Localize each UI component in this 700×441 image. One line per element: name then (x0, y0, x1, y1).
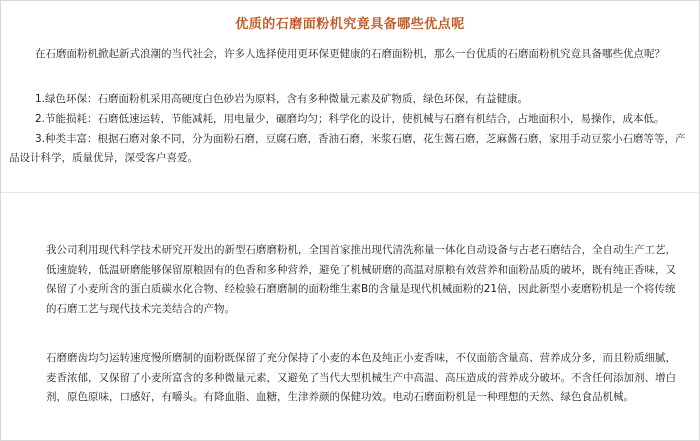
feature-item-variety: 3.种类丰富：根据石磨对象不同，分为面粉石磨，豆腐石磨，香油石磨，米浆石磨，花生酱石磨，芝麻酱石磨，家用手动豆浆小石磨等等，产品设计科学，质量优异，深受客户喜爱。 (9, 133, 686, 164)
feature-item-energy: 2.节能损耗：石磨低速运转，节能减耗，用电量少，碾磨均匀；科学化的设计，使机械与石磨有机结合，占地面积小，易操作，成本低。 (35, 113, 665, 125)
body-paragraph-quality: 石磨磨齿均匀运转速度慢所磨制的面粉既保留了充分保持了小麦的本色及纯正小麦香味，不仅面筋含量高、营养成分多，而且粉质细腻，麦香浓郁，又保留了小麦所富含的多种微量元素，又避免了当代大型机械生产中高温、高压造成的营养成分破坏。不含任何添加剂、增白剂，原色原味，口感好，有嚼头。有降血脂、血糖，生津养颜的保健功效。电动石磨面粉机是一种理想的天然、绿色食品机械。 (46, 352, 676, 403)
feature-item-green: 1.绿色环保：石磨面粉机采用高硬度白色砂岩为原料，含有多种微量元素及矿物质，绿色环保，有益健康。 (35, 93, 529, 105)
article-title: 优质的石磨面粉机究竟具备哪些优点呢 (235, 17, 465, 32)
feature-list (9, 90, 691, 169)
body-paragraph-technology: 我公司利用现代科学技术研究开发出的新型石磨磨粉机，全国首家推出现代清洗称量一体化自动设备与古老石磨结合，全自动生产工艺，低速旋转，低温研磨能够保留原粮固有的色香和多种营养，避免了机械研磨的高温对原粮有效营养和面粉品质的破坏，既有纯正香味，又保留了小麦所含的蛋白质碳水化合物、经检验石磨磨制的面粉维生素B的含量是现代机械面粉的21倍，因此新型小麦磨粉机是一个将传统的石磨工艺与现代技术完美结合的产物。 (46, 244, 676, 315)
article-summary-box (1, 1, 699, 193)
article-intro: 在石磨面粉机掀起新式浪潮的当代社会，许多人选择使用更环保更健康的石磨面粉机，那么一台优质的石磨面粉机究竟具备哪些优点呢？ (35, 48, 665, 60)
